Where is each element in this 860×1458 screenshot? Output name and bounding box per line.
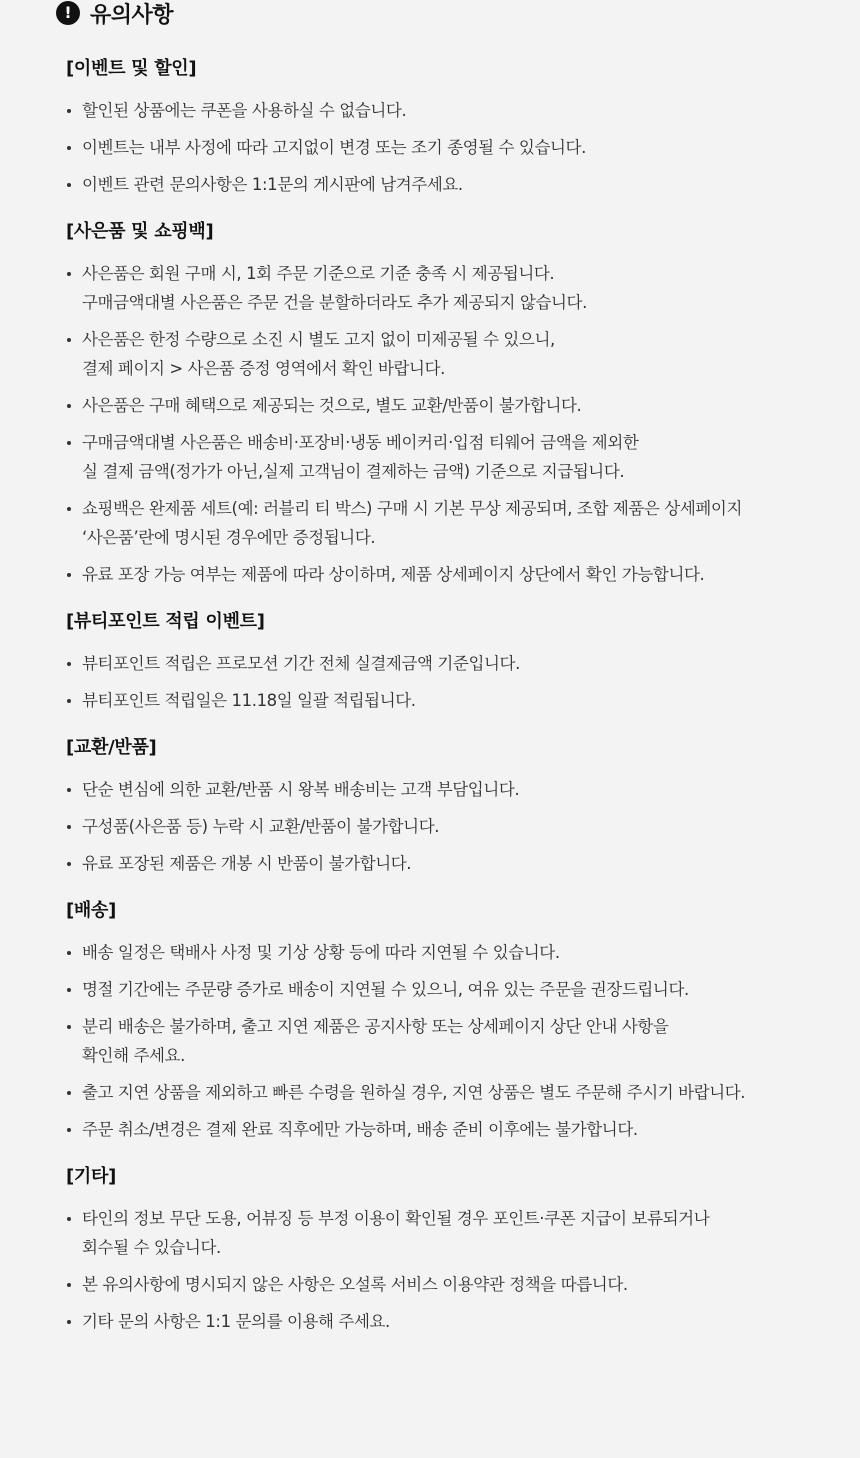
list-item (66, 686, 826, 715)
list-item-text: 이벤트 관련 문의사항은 1:1문의 게시판에 남겨주세요. (82, 175, 463, 194)
section-list (66, 775, 826, 878)
notice-section (66, 898, 826, 1144)
list-item (66, 1204, 826, 1262)
list-item-text: 회수될 수 있습니다. (82, 1238, 221, 1257)
list-item (66, 775, 826, 804)
list-item (66, 975, 826, 1004)
section-list (66, 259, 826, 589)
exclamation-icon: ! (56, 1, 80, 25)
section-list (66, 1204, 826, 1336)
list-item-text: 할인된 상품에는 쿠폰을 사용하실 수 없습니다. (82, 101, 407, 120)
section-list (66, 649, 826, 715)
list-item-text: 결제 페이지 > 사은품 증정 영역에서 확인 바랍니다. (82, 359, 445, 378)
list-item-text: 출고 지연 상품을 제외하고 빠른 수령을 원하실 경우, 지연 상품은 별도 주문해 주시기 바랍니다. (82, 1083, 746, 1102)
list-item-text: 확인해 주세요. (82, 1046, 185, 1065)
list-item-text: 유료 포장 가능 여부는 제품에 따라 상이하며, 제품 상세페이지 상단에서 확인 가능합니다. (82, 565, 705, 584)
notice-header (56, 0, 173, 26)
list-item-text: 배송 일정은 택배사 사정 및 기상 상황 등에 따라 지연될 수 있습니다. (82, 943, 560, 962)
list-item (66, 259, 826, 317)
list-item-text: 본 유의사항에 명시되지 않은 사항은 오설록 서비스 이용약관 정책을 따릅니다. (82, 1275, 628, 1294)
notice-section (66, 219, 826, 589)
list-item-text: 타인의 정보 무단 도용, 어뷰징 등 부정 이용이 확인될 경우 포인트·쿠폰 지급이 보류되거나 (82, 1209, 710, 1228)
notice-section (66, 735, 826, 878)
list-item-text: 뷰티포인트 적립일은 11.18일 일괄 적립됩니다. (82, 691, 416, 710)
list-item-text: 사은품은 회원 구매 시, 1회 주문 기준으로 기준 충족 시 제공됩니다. (82, 264, 555, 283)
list-item-text: 실 결제 금액(정가가 아닌,실제 고객님이 결제하는 금액) 기준으로 지급됩니다. (82, 462, 625, 481)
list-item (66, 170, 826, 199)
list-item (66, 812, 826, 841)
list-item (66, 649, 826, 678)
list-item-text: 구매금액대별 사은품은 배송비·포장비·냉동 베이커리·입점 티웨어 금액을 제외한 (82, 433, 639, 452)
list-item (66, 96, 826, 125)
section-title: [이벤트 및 할인] (66, 58, 197, 79)
list-item (66, 849, 826, 878)
notice-section (66, 609, 826, 715)
list-item-text: 분리 배송은 불가하며, 출고 지연 제품은 공지사항 또는 상세페이지 상단 안내 사항을 (82, 1017, 669, 1036)
list-item-text: 구매금액대별 사은품은 주문 건을 분할하더라도 추가 제공되지 않습니다. (82, 293, 587, 312)
section-title: [기타] (66, 1166, 117, 1187)
section-list (66, 938, 826, 1144)
list-item (66, 133, 826, 162)
section-list (66, 96, 826, 199)
list-item-text: 명절 기간에는 주문량 증가로 배송이 지연될 수 있으니, 여유 있는 주문을 권장드립니다. (82, 980, 689, 999)
list-item-text: 뷰티포인트 적립은 프로모션 기간 전체 실결제금액 기준입니다. (82, 654, 520, 673)
notice-section (66, 1164, 826, 1336)
notice-title: 유의사항 (90, 2, 174, 28)
list-item (66, 494, 826, 552)
notice-section (66, 56, 826, 199)
list-item (66, 428, 826, 486)
list-item-text: 사은품은 한정 수량으로 소진 시 별도 고지 없이 미제공될 수 있으니, (82, 330, 555, 349)
list-item-text: 단순 변심에 의한 교환/반품 시 왕복 배송비는 고객 부담입니다. (82, 780, 520, 799)
list-item-text: 이벤트는 내부 사정에 따라 고지없이 변경 또는 조기 종영될 수 있습니다. (82, 138, 586, 157)
list-item (66, 560, 826, 589)
list-item (66, 1012, 826, 1070)
list-item-text: ‘사은품’란에 명시된 경우에만 증정됩니다. (82, 528, 376, 547)
section-title: [뷰티포인트 적립 이벤트] (66, 611, 265, 632)
list-item (66, 938, 826, 967)
list-item (66, 325, 826, 383)
list-item (66, 391, 826, 420)
list-item-text: 주문 취소/변경은 결제 완료 직후에만 가능하며, 배송 준비 이후에는 불가합니다. (82, 1120, 638, 1139)
list-item (66, 1115, 826, 1144)
list-item-text: 사은품은 구매 혜택으로 제공되는 것으로, 별도 교환/반품이 불가합니다. (82, 396, 582, 415)
section-title: [배송] (66, 900, 117, 921)
list-item-text: 쇼핑백은 완제품 세트(예: 러블리 티 박스) 구매 시 기본 무상 제공되며, 조합 제품은 상세페이지 (82, 499, 743, 518)
list-item-text: 유료 포장된 제품은 개봉 시 반품이 불가합니다. (82, 854, 412, 873)
list-item (66, 1270, 826, 1299)
section-title: [사은품 및 쇼핑백] (66, 221, 214, 242)
list-item-text: 구성품(사은품 등) 누락 시 교환/반품이 불가합니다. (82, 817, 440, 836)
list-item-text: 기타 문의 사항은 1:1 문의를 이용해 주세요. (82, 1312, 390, 1331)
notice-content (66, 56, 826, 1356)
list-item (66, 1078, 826, 1107)
section-title: [교환/반품] (66, 737, 157, 758)
list-item (66, 1307, 826, 1336)
